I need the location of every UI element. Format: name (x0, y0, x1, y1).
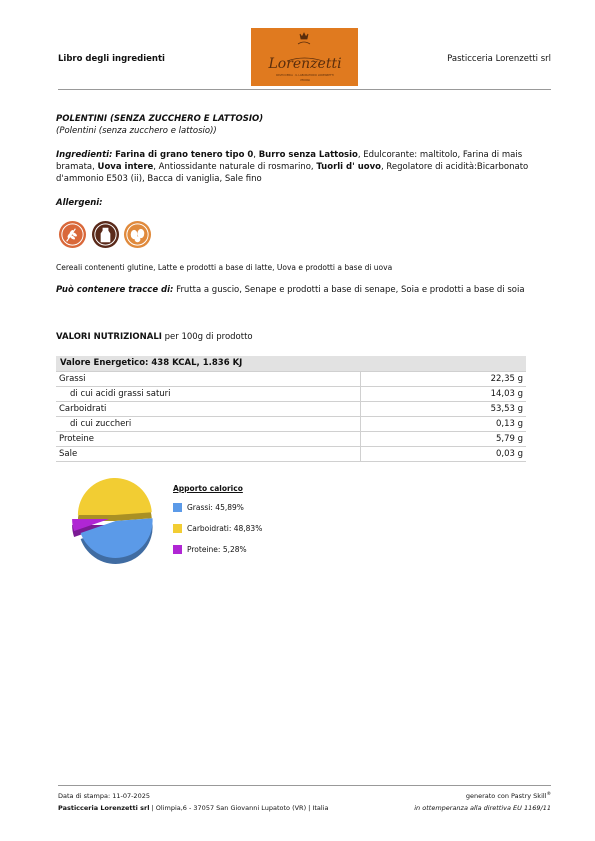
legend-item (173, 524, 262, 533)
allergens-text: Cereali contenenti glutine, Latte e prodotti a base di latte, Uova e prodotti a base di uova (56, 263, 393, 272)
generated-by: generato con Pastry Skill® (465, 792, 551, 801)
nutrient-name: Grassi (56, 371, 360, 386)
nutrition-row (56, 446, 526, 461)
print-date: Data di stampa: 11-07-2025 (58, 792, 150, 800)
nutrition-row (56, 416, 526, 431)
nutrient-value: 53,53 g (360, 401, 526, 416)
legend-item (173, 545, 262, 554)
chart-legend (173, 484, 262, 566)
legend-swatch (173, 545, 182, 554)
nutrient-name: Sale (56, 446, 360, 461)
allergens-label: Allergeni: (56, 198, 103, 208)
logo-graphic (251, 28, 358, 86)
nutrient-name: di cui acidi grassi saturi (56, 386, 360, 401)
legend-item (173, 503, 262, 512)
product-subtitle: (Polentini (senza zucchero e lattosio)) (56, 126, 217, 136)
page-footer (58, 785, 551, 812)
company-logo (251, 28, 358, 86)
ingredient-bold: Farina di grano tenero tipo 0 (115, 150, 254, 160)
traces-section (56, 284, 551, 296)
legend-label: Proteine: 5,28% (187, 545, 247, 554)
traces-label: Può contenere tracce di: (56, 285, 174, 295)
legend-label: Grassi: 45,89% (187, 503, 244, 512)
ingredient-text: , Edulcorante: maltitolo, Farina di mais bramata, (56, 150, 523, 172)
nutrition-title: VALORI NUTRIZIONALI per 100g di prodotto (56, 332, 253, 342)
logo-tagline: PASTICCERIA · IL LABORATORIO LORENZETTI (276, 74, 334, 77)
nutrition-row (56, 431, 526, 446)
traces-text: Frutta a guscio, Senape e prodotti a base di senape, Soia e prodotti a base di soia (173, 285, 525, 295)
nutrient-name: di cui zuccheri (56, 416, 360, 431)
ingredients-label: Ingredienti: (56, 150, 113, 160)
legend-swatch (173, 524, 182, 533)
company-name: Pasticceria Lorenzetti srl (447, 54, 551, 64)
energy-value: Valore Energetico: 438 KCAL, 1.836 KJ (56, 356, 526, 371)
ingredient-text: , Antiossidante naturale di rosmarino, (153, 162, 317, 172)
nutrition-row (56, 401, 526, 416)
nutrient-value: 14,03 g (360, 386, 526, 401)
energy-row (56, 356, 526, 371)
eggs-icon (123, 220, 152, 249)
nutrient-value: 0,13 g (360, 416, 526, 431)
nutrition-table (56, 356, 526, 462)
compliance-note: in ottemperanza alla direttiva EU 1169/11 (414, 804, 551, 812)
legend-swatch (173, 503, 182, 512)
nutrient-value: 22,35 g (360, 371, 526, 386)
document-title: Libro degli ingredienti (58, 54, 165, 64)
nutrition-row (56, 371, 526, 386)
pie-slice (78, 478, 152, 515)
nutrient-name: Carboidrati (56, 401, 360, 416)
logo-wordmark: Lorenzetti (268, 56, 342, 72)
nutrient-value: 5,79 g (360, 431, 526, 446)
ingredient-bold: Tuorli d' uovo (316, 162, 381, 172)
ingredient-text: , (253, 150, 259, 160)
nutrition-row (56, 386, 526, 401)
legend-label: Carboidrati: 48,83% (187, 524, 263, 533)
milk-icon (91, 220, 120, 249)
product-title: POLENTINI (SENZA ZUCCHERO E LATTOSIO) (56, 114, 264, 124)
calorie-pie-chart (70, 472, 160, 572)
nutrient-value: 0,03 g (360, 446, 526, 461)
nutrient-name: Proteine (56, 431, 360, 446)
company-address: Pasticceria Lorenzetti srl | Olimpia,6 - 37057 San Giovanni Lupatoto (VR) | Italia (58, 804, 329, 812)
ingredients-section (56, 149, 556, 185)
ingredient-bold: Burro senza Lattosio (258, 150, 358, 160)
ingredient-text: , Regolatore di acidità:Bicarbonato d'ammonio E503 (ii), Bacca di vaniglia, Sale fino (56, 162, 529, 184)
wheat-icon (58, 220, 87, 249)
chart-title: Apporto calorico (173, 484, 243, 493)
ingredient-bold: Uova intere (97, 162, 154, 172)
ingredients-list (56, 150, 528, 184)
page-header (58, 28, 551, 90)
logo-place: VERONA (299, 79, 311, 82)
